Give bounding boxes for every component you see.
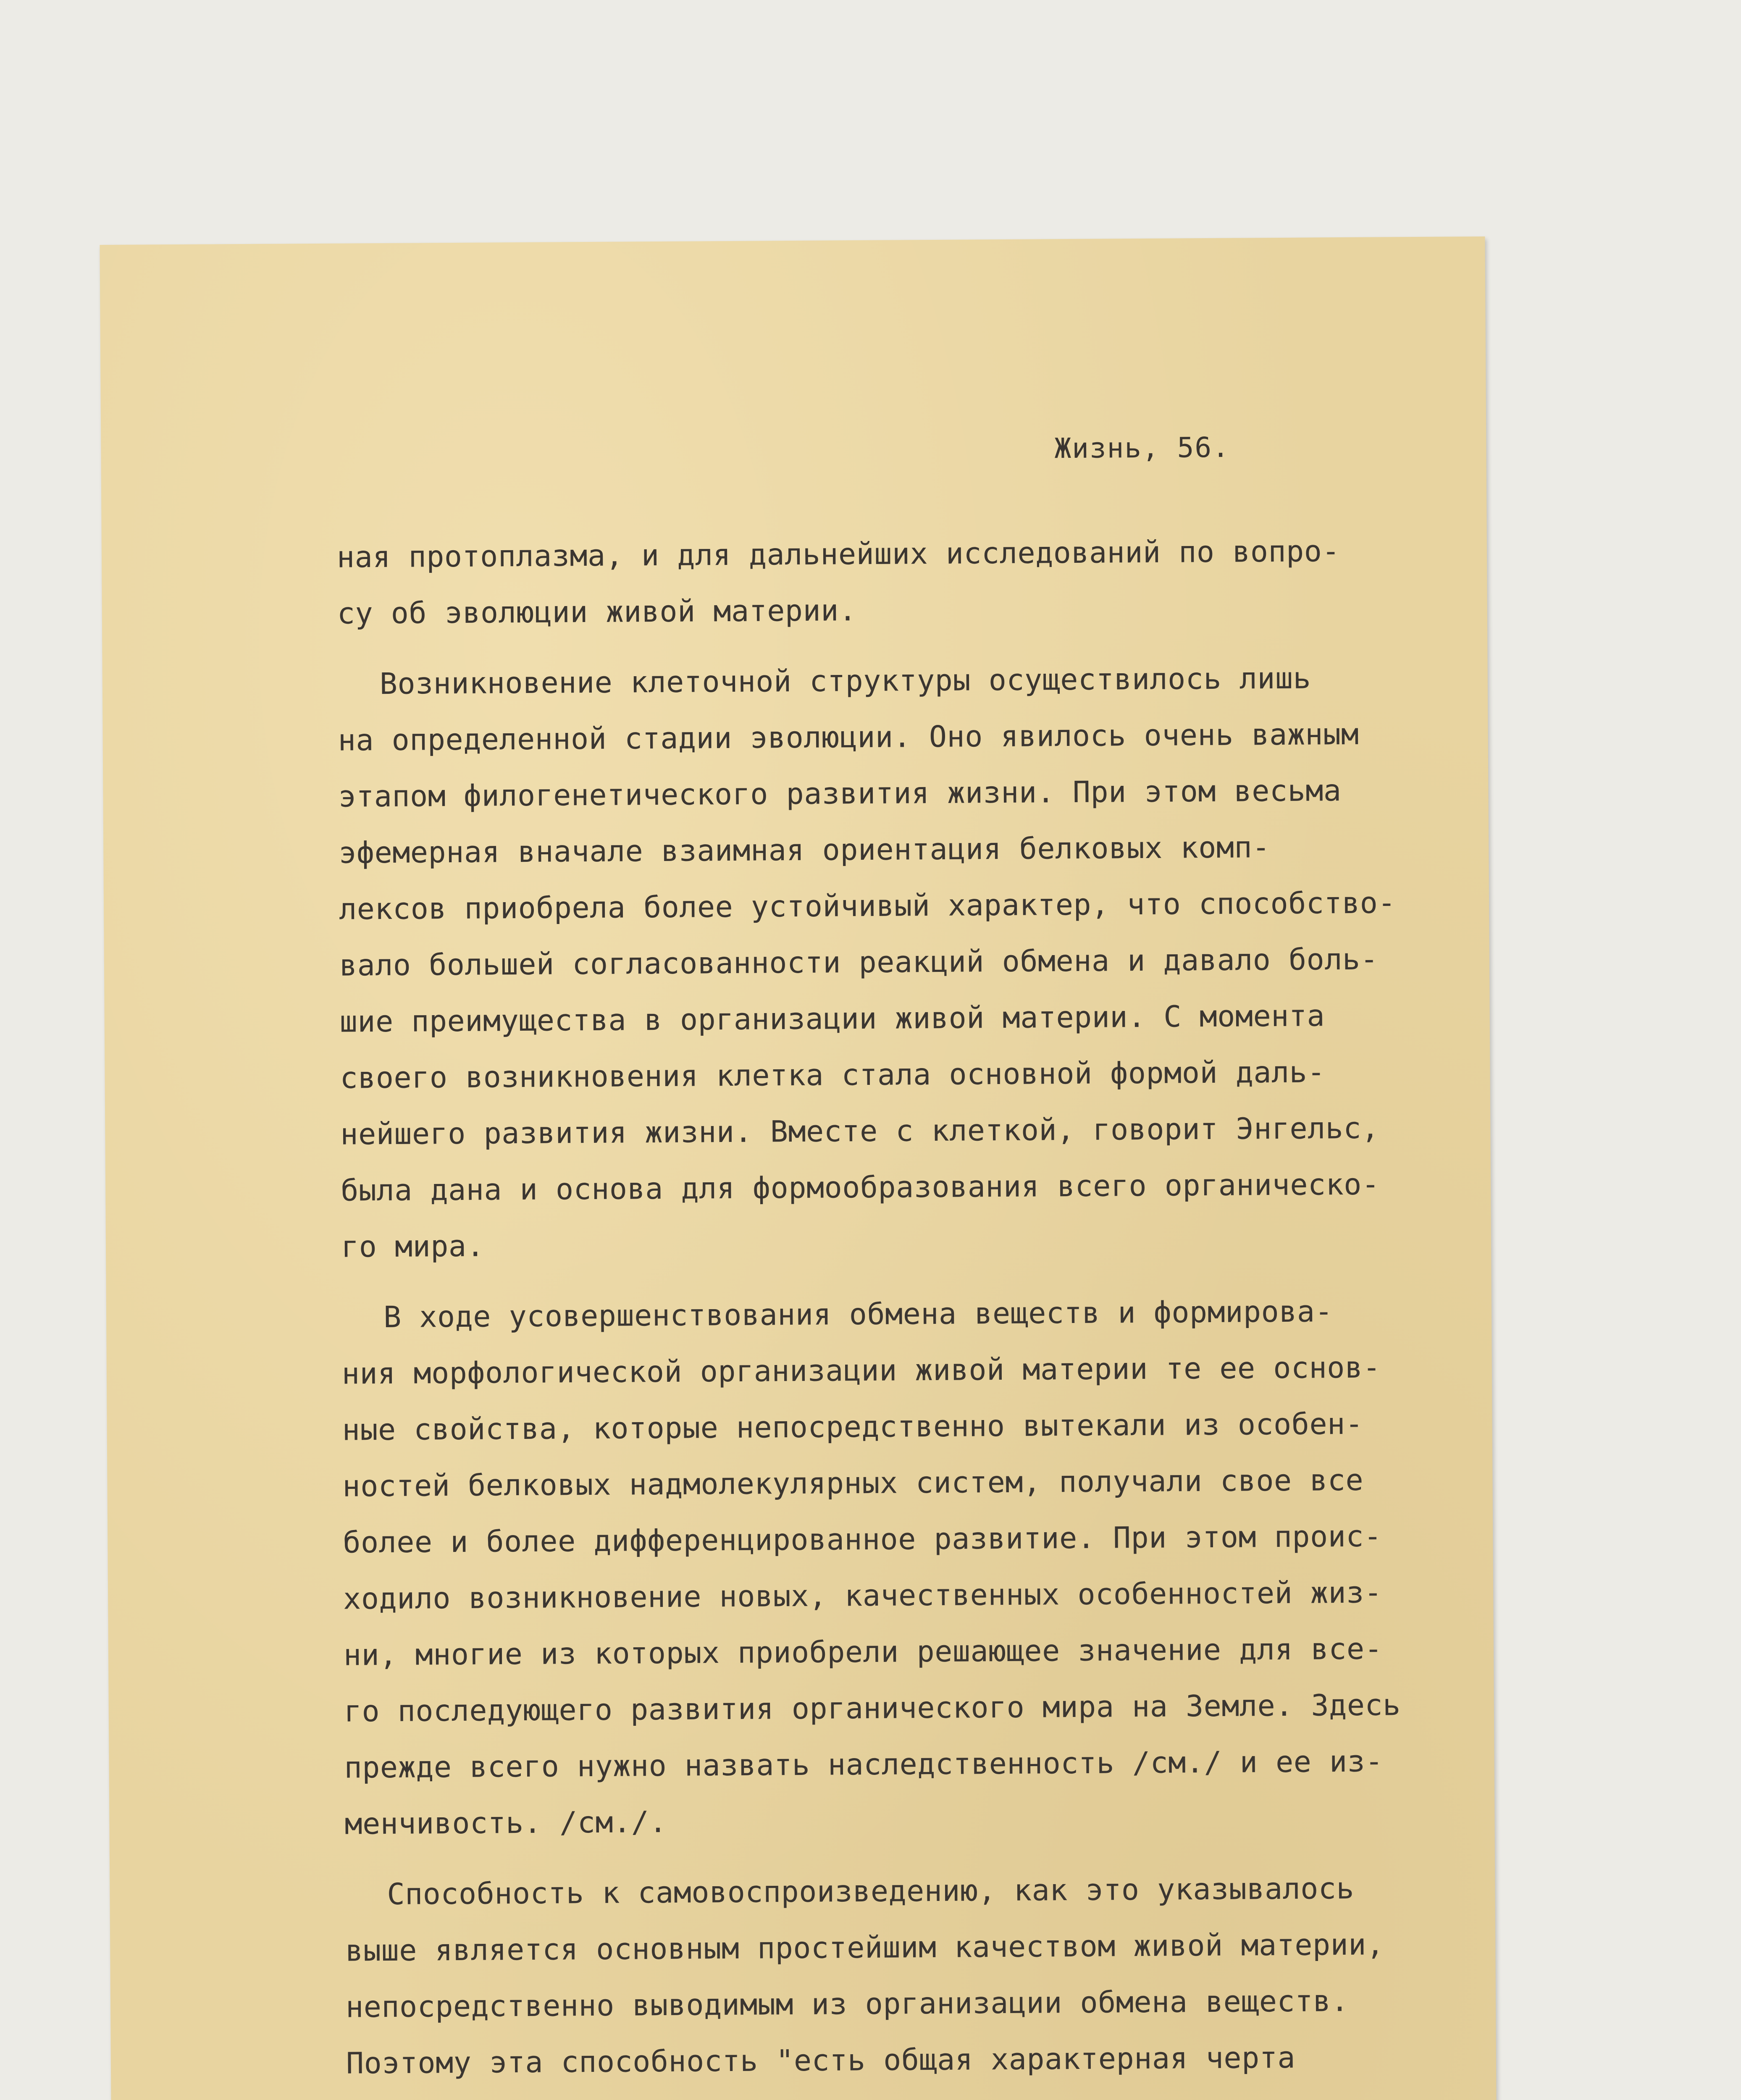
text-line: ные свойства, которые непосредственно вытекали из особен- [342,1406,1363,1447]
page-header: Жизнь, 56. [1054,431,1230,465]
text-line: ни, многие из которых приобрели решающее значение для все- [343,1631,1383,1672]
text-line: на определенной стадии эволюции. Оно явилось очень важным [338,717,1359,758]
text-line: ходило возникновение новых, качественных особенностей жиз- [343,1575,1382,1616]
text-line: нейшего развития жизни. Вместе с клеткой, говорит Энгельс, [340,1110,1379,1152]
document-page [100,236,1497,2100]
text-line: В ходе усовершенствования обмена веществ и формирова- [383,1294,1333,1335]
text-line: непосредственно выводимым из организации обмена веществ. [345,1984,1349,2024]
text-line: Поэтому эта способность "есть общая характерная черта [346,2040,1296,2081]
text-line: Возникновение клеточной структуры осуществилось лишь [379,661,1311,701]
text-line: этапом филогенетического развития жизни. При этом весьма [338,773,1342,814]
text-line: ния морфологической организации живой материи те ее основ- [341,1350,1381,1391]
text-line: своего возникновения клетка стала основной формой даль- [340,1055,1326,1095]
text-line: Способность к самовоспроизведению, как это указывалось [387,1871,1355,1912]
text-line: лексов приобрела более устойчивый характер, что способство- [339,885,1396,927]
text-line: ностей белковых надмолекулярных систем, получали свое все [342,1462,1364,1504]
page-body [337,522,1506,2092]
text-line: более и более дифференцированное развитие. При этом проис- [343,1519,1382,1560]
text-line: эфемерная вначале взаимная ориентация белковых комп- [339,830,1270,870]
text-line: го последующего развития органического мира на Земле. Здесь [344,1688,1401,1729]
text-line: прежде всего нужно назвать наследственность /см./ и ее из- [344,1744,1384,1785]
text-line: менчивость. /см./. [344,1804,667,1841]
text-line: ная протоплазма, и для дальнейших исследований по вопро- [336,534,1340,575]
text-line: шие преимущества в организации живой материи. С момента [339,998,1325,1039]
text-line: выше является основным простейшим качеством живой материи, [345,1927,1384,1968]
text-line: су об эволюции живой материи. [337,593,857,631]
text-line: была дана и основа для формообразования всего органическо- [340,1167,1380,1208]
text-line: вало большей согласованности реакций обмена и давало боль- [339,942,1379,983]
text-line: го мира. [341,1228,485,1264]
